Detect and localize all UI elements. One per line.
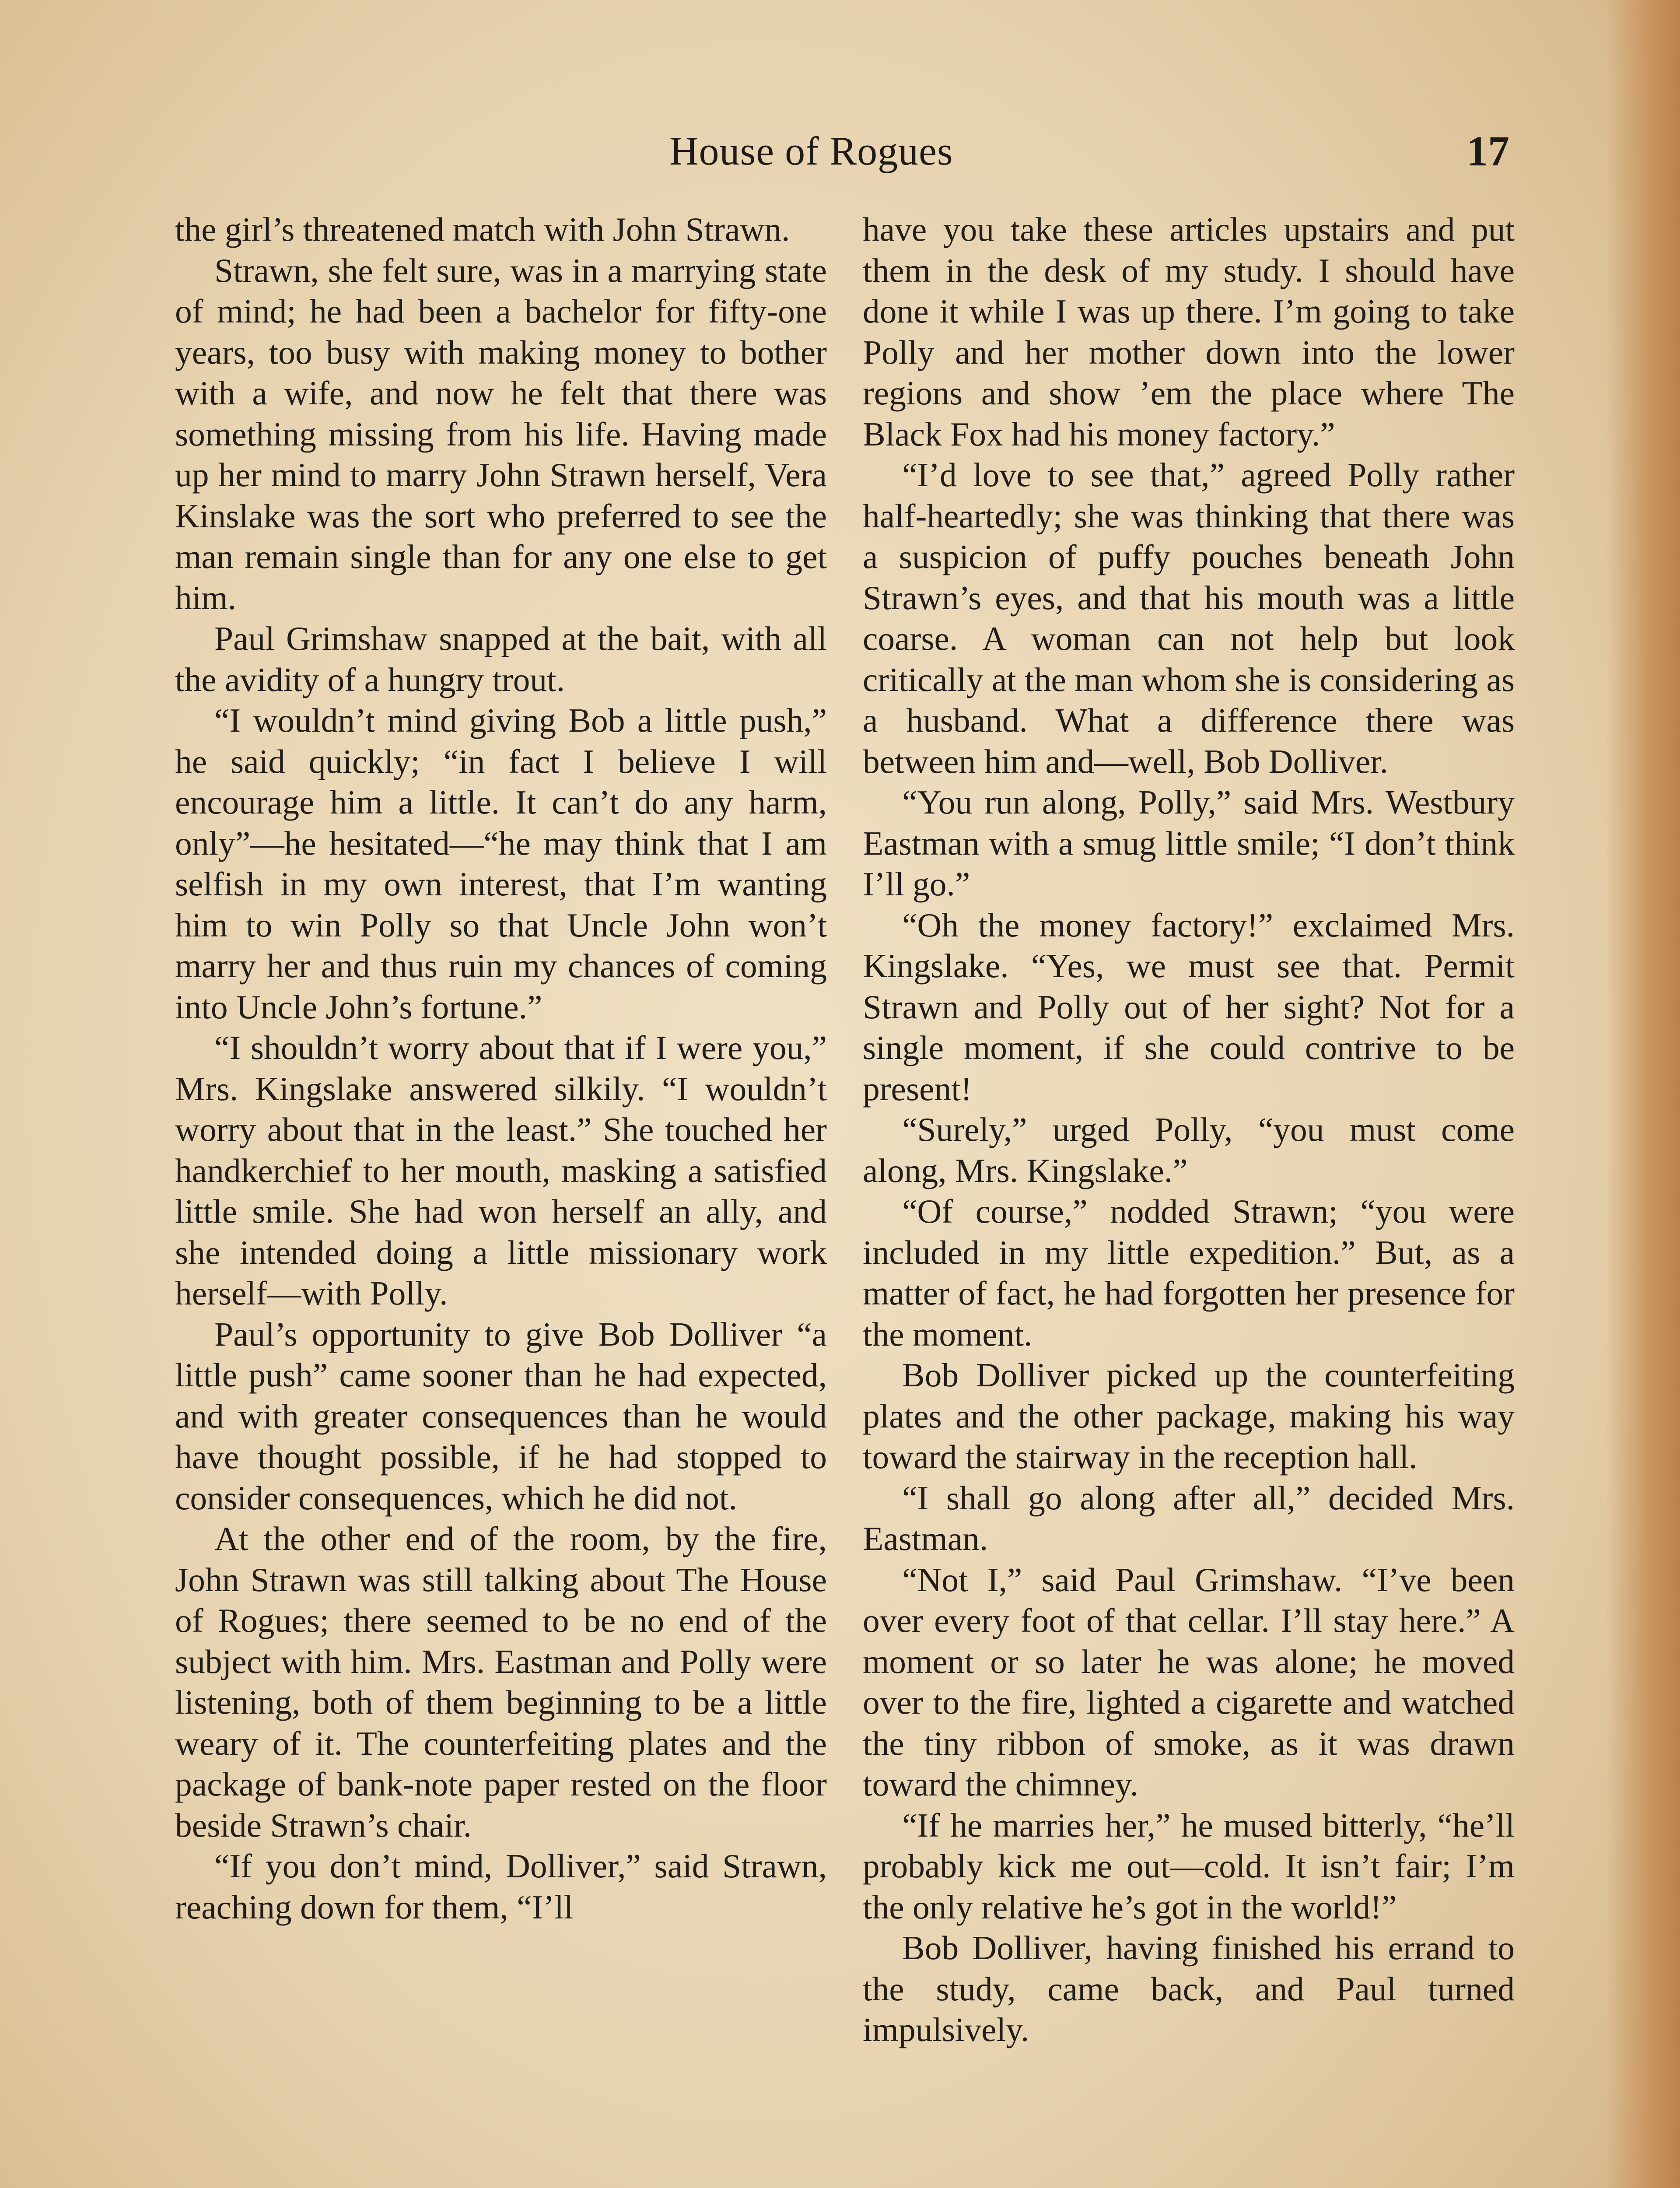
paragraph: “I’d love to see that,” agreed Polly rather half-heartedly; she was thinking that there was a suspicion of puffy pouches beneath John Strawn’s eyes, and that his mouth was a little coarse. A woman can not help but look critically at the man whom she is considering as a husband. What a difference there was between him and—well, Bob Dolliver.: [863, 456, 1515, 780]
paragraph: the girl’s threatened match with John Strawn.: [175, 210, 790, 248]
paragraph: Bob Dolliver picked up the counterfeiting plates and the other package, making his way toward the stairway in the reception hall.: [863, 1356, 1515, 1476]
text-column-right: [863, 209, 1515, 2051]
paragraph: “Of course,” nodded Strawn; “you were included in my little expedition.” But, as a matter of fact, he had forgotten her presence for the moment.: [863, 1192, 1515, 1353]
paragraph: Strawn, she felt sure, was in a marrying state of mind; he had been a bachelor for fifty-one years, too busy with making money to bother with a wife, and now he felt that there was something missing from his life. Having made up her mind to marry John Strawn herself, Vera Kinslake was the sort who preferred to see the man remain single than for any one else to get him.: [175, 251, 827, 617]
page-edge: [1606, 0, 1680, 2188]
paragraph: “Surely,” urged Polly, “you must come along, Mrs. Kingslake.”: [863, 1111, 1515, 1189]
paragraph: At the other end of the room, by the fire, John Strawn was still talking about The House of Rogues; there seemed to be no end of the subject with him. Mrs. Eastman and Polly were listening, both of them beginning to be a little weary of it. The counterfeiting plates and the package of bank-note paper rested on the floor beside Strawn’s chair.: [175, 1520, 827, 1844]
paragraph: Bob Dolliver, having finished his errand to the study, came back, and Paul turned impulsively.: [863, 1929, 1515, 2048]
text-column-left: [175, 209, 827, 1928]
paragraph: Paul Grimshaw snapped at the bait, with all the avidity of a hungry trout.: [175, 620, 827, 698]
paragraph: “Not I,” said Paul Grimshaw. “I’ve been over every foot of that cellar. I’ll stay here.” A moment or so later he was alone; he moved over to the fire, lighted a cigarette and watched the tiny ribbon of smoke, as it was drawn toward the chimney.: [863, 1560, 1515, 1803]
paragraph: “I wouldn’t mind giving Bob a little push,” he said quickly; “in fact I believe I will encourage him a little. It can’t do any harm, only”—he hesitated—“he may think that I am selfish in my own interest, that I’m wanting him to win Polly so that Uncle John won’t marry her and thus ruin my chances of coming into Uncle John’s fortune.”: [175, 701, 827, 1026]
page-number: 17: [1466, 128, 1509, 175]
paragraph: “I shouldn’t worry about that if I were you,” Mrs. Kingslake answered silkily. “I wouldn’t worry about that in the least.” She touched her handkerchief to her mouth, masking a satisfied little smile. She had won herself an ally, and she intended doing a little missionary work herself—with Polly.: [175, 1029, 827, 1312]
running-header-title: House of Rogues: [669, 129, 953, 173]
paragraph: “You run along, Polly,” said Mrs. Westbury Eastman with a smug little smile; “I don’t think I’ll go.”: [863, 783, 1515, 903]
paragraph: “If he marries her,” he mused bitterly, “he’ll probably kick me out—cold. It isn’t fair; I’m the only relative he’s got in the world!”: [863, 1806, 1515, 1926]
paragraph: “Oh the money factory!” exclaimed Mrs. Kingslake. “Yes, we must see that. Permit Strawn and Polly out of her sight? Not for a single moment, if she could contrive to be present!: [863, 906, 1515, 1108]
paragraph: have you take these articles upstairs and put them in the desk of my study. I should have done it while I was up there. I’m going to take Polly and her mother down into the lower regions and show ’em the place where The Black Fox had his money factory.”: [863, 210, 1515, 453]
paragraph: Paul’s opportunity to give Bob Dolliver “a little push” came sooner than he had expected, and with greater consequences than he would have thought possible, if he had stopped to consider consequences, which he did not.: [175, 1315, 827, 1517]
paragraph: “If you don’t mind, Dolliver,” said Strawn, reaching down for them, “I’ll: [175, 1847, 827, 1926]
paragraph: “I shall go along after all,” decided Mrs. Eastman.: [863, 1479, 1515, 1557]
